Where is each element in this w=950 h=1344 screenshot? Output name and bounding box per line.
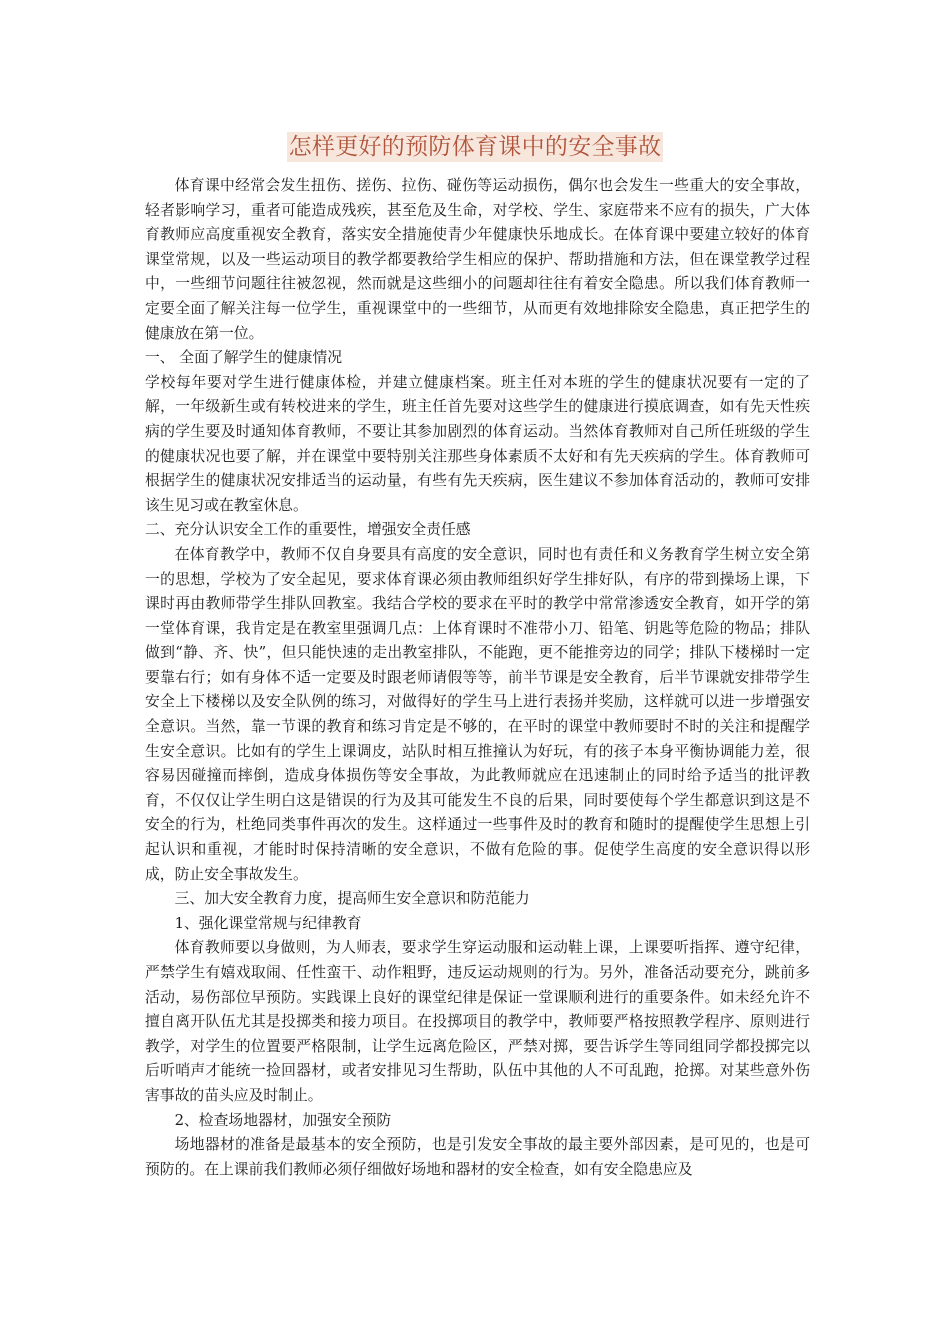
subsection-1-heading: 1、强化课堂常规与纪律教育 [174,914,362,932]
subsection-1-paragraph: 体育教师要以身做则，为人师表，要求学生穿运动服和运动鞋上课，上课要听指挥、遵守纪律，严禁学生有嬉戏取闹、任性蛮干、动作粗野，违反运动规则的行为。另外，准备活动要充分，跳前多活动，易伤部位早预防。实践课上良好的课堂纪律是保证一堂课顺利进行的重要条件。如未经允许不擅自离开队伍尤其是投掷类和接力项目。在投掷项目的教学中，教师要严格按照教学程序、原则进行教学，对学生的位置要严格限制，让学生远离危险区，严禁对掷，要告诉学生等同组同学都投掷完以后听哨声才能统一捡回器材，或者安排见习生帮助，队伍中其他的人不可乱跑，抢掷。对某些意外伤害事故的苗头应及时制止。 [145,939,810,1104]
subsection-2-paragraph: 场地器材的准备是最基本的安全预防，也是引发安全事故的最主要外部因素，是可见的，也是可预防的。在上课前我们教师必须仔细做好场地和器材的安全检查，如有安全隐患应及 [145,1136,810,1178]
section-2-paragraph: 在体育教学中，教师不仅自身要具有高度的安全意识，同时也有责任和义务教育学生树立安全第一的思想，学校为了安全起见，要求体育课必须由教师组织好学生排好队，有序的带到操场上课，下课时再由教师带学生排队回教室。我结合学校的要求在平时的教学中常常渗透安全教育，如开学的第一堂体育课，我肯定是在教室里强调几点：上体育课时不准带小刀、铅笔、钥匙等危险的物品；排队做到“静、齐、快”，但只能快速的走出教室排队，不能跑，更不能推旁边的同学；排队下楼梯时一定要靠右行；如有身体不适一定要及时跟老师请假等等，前半节课是安全教育，后半节课就安排带学生安全上下楼梯以及安全队例的练习，对做得好的学生马上进行表扬并奖励，这样就可以进一步增强安全意识。当然，靠一节课的教育和练习肯定是不够的，在平时的课堂中教师要时不时的关注和提醒学生安全意识。比如有的学生上课调皮，站队时相互推撞认为好玩，有的孩子本身平衡协调能力差，很容易因碰撞而摔倒，造成身体损伤等安全事故，为此教师就应在迅速制止的同时给予适当的批评教育，不仅仅让学生明白这是错误的行为及其可能发生不良的后果，同时要使每个学生都意识到这是不安全的行为，杜绝同类事件再次的发生。这样通过一些事件及时的教育和随时的提醒使学生思想上引起认识和重视，才能时时保持清晰的安全意识，不做有危险的事。促使学生高度的安全意识得以形成，防止安全事故发生。 [145,545,810,883]
section-2-heading: 二、充分认识安全工作的重要性，增强安全责任感 [145,521,471,539]
section-3-heading: 三、加大安全教育力度，提高师生安全意识和防范能力 [174,890,530,908]
intro-paragraph: 体育课中经常会发生扭伤、搓伤、拉伤、碰伤等运动损伤，偶尔也会发生一些重大的安全事故，轻者影响学习，重者可能造成残疾，甚至危及生命，对学校、学生、家庭带来不应有的损失，广大体育教师应高度重视安全教育，落实安全措施使青少年健康快乐地成长。在体育课中要建立较好的体育课堂常规，以及一些运动项目的教学都要教给学生相应的保护、帮助措施和方法，但在课堂教学过程中，一些细节问题往往被忽视，然而就是这些细小的问题却往往有着安全隐患。所以我们体育教师一定要全面了解关注每一位学生，重视课堂中的一些细节，从而更有效地排除安全隐患，真正把学生的健康放在第一位。 [145,177,810,342]
subsection-2-heading: 2、检查场地器材，加强安全预防 [174,1111,392,1129]
section-1-heading: 一、 全面了解学生的健康情况 [145,349,343,367]
title-container [0,132,950,162]
section-1-paragraph: 学校每年要对学生进行健康体检，并建立健康档案。班主任对本班的学生的健康状况要有一定的了解，一年级新生或有转校进来的学生，班主任首先要对这些学生的健康进行摸底调查，如有先天性疾病的学生要及时通知体育教师，不要让其参加剧烈的体育运动。当然体育教师对自己所任班级的学生的健康状况也要了解，并在课堂中要特别关注那些身体素质不太好和有先天疾病的学生。体育教师可根据学生的健康状况安排适当的运动量，有些有先天疾病，医生建议不参加体育活动的，教师可安排该生见习或在教室休息。 [145,373,810,514]
document-body [145,174,810,1182]
document-title: 怎样更好的预防体育课中的安全事故 [288,134,662,160]
